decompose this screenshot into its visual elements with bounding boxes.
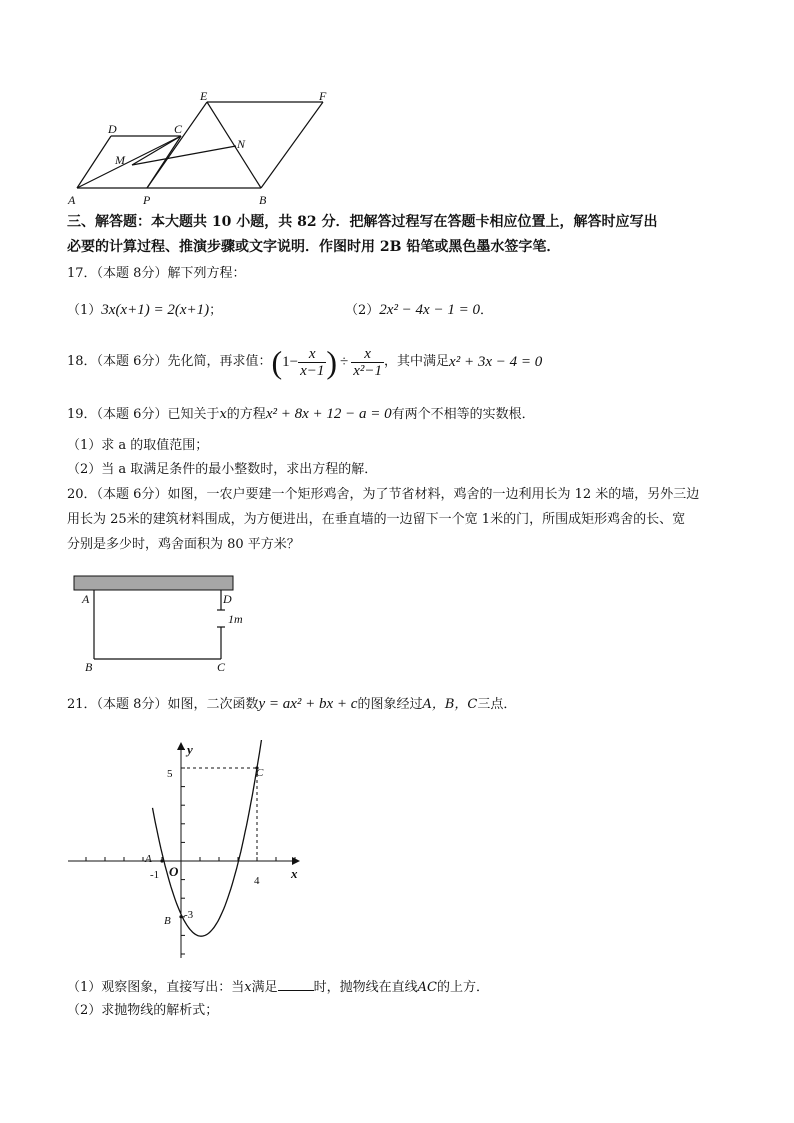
label-D: D (108, 122, 117, 136)
parallelogram-figure (60, 88, 350, 210)
q21-part1-d: 的上方． (437, 980, 490, 995)
q21-part2: （2）求抛物线的解析式； (67, 1003, 219, 1018)
label-N: N (237, 137, 246, 151)
q17-stem: 17．（本题 8分）解下列方程： (67, 266, 246, 281)
q21-part1 (67, 977, 489, 997)
section-title: 三、解答题：本大题共 10 小题，共 82 分．把解答过程写在答题卡相应位置上，解答时应写出 (67, 214, 658, 230)
label-B: B (259, 193, 267, 207)
q21-points: A，B，C (422, 697, 478, 712)
q18-fraction-2 (351, 346, 384, 379)
q18-fraction-1-num: x (298, 346, 326, 363)
graph-x-axis-label: x (291, 866, 298, 881)
q18-cond-equation: x² + 3x − 4 = 0 (449, 354, 543, 370)
label-E: E (200, 89, 208, 103)
coop-label-B: B (85, 660, 93, 674)
graph-point-A: A (145, 853, 152, 865)
q17-part2 (345, 301, 493, 320)
segment-EB (207, 102, 261, 188)
label-M: M (115, 153, 125, 167)
q17-part2-end: ． (479, 303, 493, 318)
q18-fraction-2-num: x (351, 346, 384, 363)
q21-equation: y = ax² + bx + c (258, 696, 358, 712)
label-F: F (319, 89, 327, 103)
q21-stem-a: 21．（本题 8分）如图，二次函数 (67, 697, 259, 712)
q18-paren-open: ( (271, 344, 283, 380)
q18-one-minus: 1− (282, 354, 299, 370)
graph-y-axis-label: y (187, 742, 193, 757)
coop-figure (68, 570, 248, 675)
label-C: C (174, 122, 183, 136)
q18-div: ÷ (340, 354, 349, 370)
q21-part1-line: AC (417, 980, 437, 995)
section-title-line2: 必要的计算过程、推演步骤或文字说明．作图时用 2B 铅笔或黑色墨水签字笔． (67, 239, 561, 255)
q21-stem-c: 三点． (477, 697, 517, 712)
q19-stem-c: 有两个不相等的实数根． (391, 407, 535, 422)
label-P: P (143, 193, 151, 207)
q17-part1-end: ； (209, 303, 223, 318)
coop-label-door: 1m (228, 612, 243, 626)
q19-var: x (219, 407, 227, 422)
graph-origin-label: O (169, 864, 179, 879)
q18-fraction-1-den: x−1 (300, 362, 325, 379)
point-A (160, 859, 163, 862)
q21-part1-var: x (244, 980, 252, 995)
q20-line2: 用长为 25米的建筑材料围成，为方便进出，在垂直墙的一边留下一个宽 1米的门，所围成矩形鸡舍的长、宽 (67, 512, 686, 527)
q21-part1-c: 时，抛物线在直线 (313, 980, 418, 995)
coop-label-C: C (217, 660, 226, 674)
answer-blank[interactable] (278, 977, 314, 991)
q20-line1: 20．（本题 6分）如图，一农户要建一个矩形鸡舍，为了节省材料，鸡舍的一边利用长为 12 米的墙，另外三边 (67, 487, 700, 502)
point-B (179, 915, 182, 918)
segment-AD (77, 136, 111, 188)
q21-stem (67, 695, 516, 714)
q20-line3: 分别是多少时，鸡舍面积为 80 平方米？ (67, 537, 300, 552)
wall (74, 576, 233, 590)
graph-tick-neg3: -3 (184, 909, 194, 921)
q18-fraction-1 (298, 346, 326, 379)
q19-part2: （2）当 a 取满足条件的最小整数时，求出方程的解． (67, 462, 378, 477)
graph-tick-5: 5 (167, 768, 173, 780)
coop-label-D: D (223, 592, 232, 606)
q19-stem-a: 19．（本题 6分）已知关于 (67, 407, 220, 422)
q18 (67, 343, 542, 381)
q17-part2-label: （2） (345, 303, 380, 318)
segment-FB (261, 102, 323, 188)
coop-label-A: A (82, 592, 90, 606)
graph-point-C: C (256, 767, 264, 779)
q18-fraction-2-den: x²−1 (353, 362, 383, 379)
graph-point-B: B (164, 915, 171, 927)
q18-stem: 18．（本题 6分）先化简，再求值： (67, 354, 272, 369)
q19-stem (67, 405, 535, 424)
q17-part2-equation: 2x² − 4x − 1 = 0 (379, 302, 480, 318)
parabola-graph (66, 740, 316, 962)
q19-equation: x² + 8x + 12 − a = 0 (265, 406, 392, 422)
q21-part1-b: 满足 (251, 980, 278, 995)
label-A: A (68, 193, 76, 207)
q18-paren-close: ) (326, 344, 338, 380)
graph-tick-4: 4 (254, 875, 260, 887)
q17-part1 (67, 301, 222, 320)
q18-cond: ，其中满足 (384, 354, 450, 369)
q17-part1-equation: 3x(x+1) = 2(x+1) (101, 302, 210, 318)
q21-stem-b: 的图象经过 (357, 697, 423, 712)
graph-tick-neg1: -1 (150, 869, 160, 881)
q19-part1: （1）求 a 的取值范围； (67, 438, 209, 453)
q21-part1-a: （1）观察图象，直接写出：当 (67, 980, 245, 995)
q19-stem-b: 的方程 (226, 407, 266, 422)
q17-part1-label: （1） (67, 303, 102, 318)
segment-PE (147, 102, 207, 188)
